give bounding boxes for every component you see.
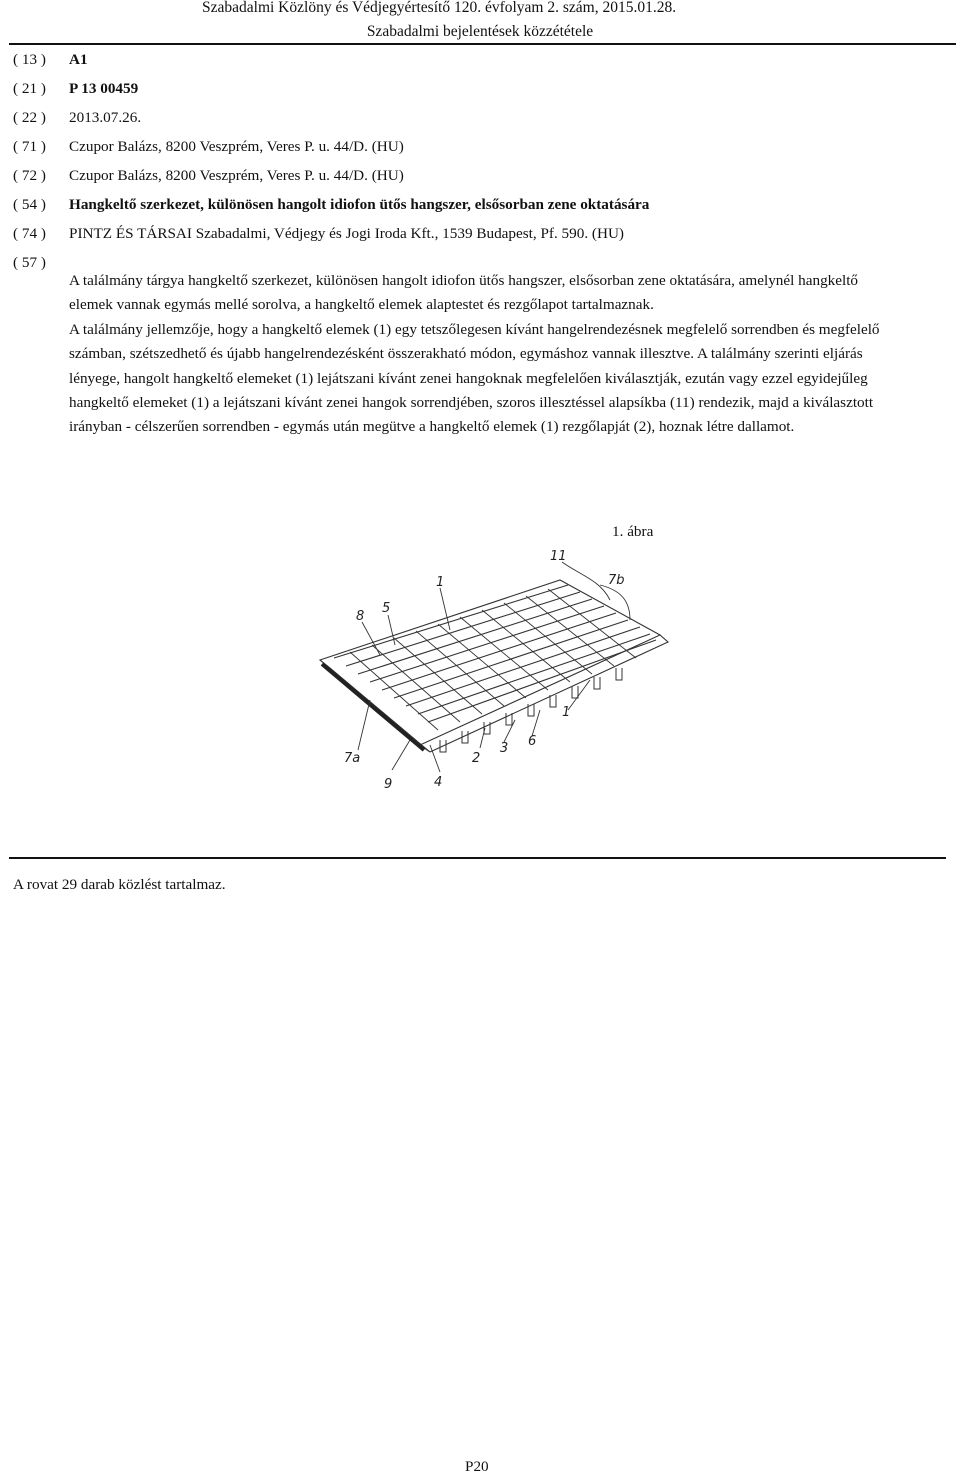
journal-title: Szabadalmi Közlöny és Védjegyértesítő 120. évfolyam 2. szám, 2015.01.28. [202,0,677,16]
figure-caption: 1. ábra [612,523,654,540]
sound-element-columns [350,589,636,730]
entry-code: ( 74 ) [13,225,46,242]
entry-value: 2013.07.26. [69,109,142,126]
entry-code: ( 13 ) [13,51,46,68]
label-1-top: 1 [436,575,445,590]
page-number: P20 [465,1458,489,1475]
entry-code: ( 72 ) [13,167,46,184]
section-title: Szabadalmi bejelentések közzététele [366,23,594,40]
label-6: 6 [528,734,537,749]
label-5: 5 [382,601,391,616]
entry-title: Hangkeltő szerkezet, különösen hangolt idiofon ütős hangszer, elsősorban zene oktatására [69,196,650,213]
label-8: 8 [356,609,365,624]
label-1-bottom: 1 [562,705,571,720]
abstract-paragraph-1: A találmány tárgya hangkeltő szerkezet, különösen hangolt idiofon ütős hangszer, elsősorban zene oktatására, amelynél hangkeltő elemek vannak egymás mellé sorolva, a hangkeltő elemek alaptestet és rezgőlapot tartalmaznak. [69,272,859,314]
abstract [69,269,899,440]
entry-value: Czupor Balázs, 8200 Veszprém, Veres P. u. 44/D. (HU) [69,167,404,184]
entry-code: ( 57 ) [13,254,46,271]
entry-code: ( 21 ) [13,80,46,97]
abstract-paragraph-2: A találmány jellemzője, hogy a hangkeltő elemek (1) egy tetszőlegesen kívánt hangelrendezésnek megfelelő sorrendben és megfelelő számban, szétszedhető és újabb hangelrendezésként összerakható módon, egymáshoz vannak illesztve. A találmány szerinti eljárás lényege, hangolt hangkeltő elemeket (1) lejátszani kívánt zenei hangoknak megfelelően kiválasztják, ezután vagy ezzel egyidejűleg hangkeltő elemeket (1) a lejátszani kívánt zenei hangok sorrendjében, szoros illesztéssel alapsíkba (11) rendezik, majd a kiválasztott irányban - célszerűen sorrendben - egymás után megütve a hangkeltő elemek (1) rezgőlapját (2), hoznak létre dallamot. [69,320,880,436]
entry-code: ( 22 ) [13,109,46,126]
label-7a: 7a [344,751,361,766]
entry-value: PINTZ ÉS TÁRSAI Szabadalmi, Védjegy és Jogi Iroda Kft., 1539 Budapest, Pf. 590. (HU) [69,225,624,242]
section-count-note: A rovat 29 darab közlést tartalmaz. [13,876,226,893]
patent-figure [300,540,680,800]
label-7b: 7b [608,573,625,588]
entry-value: Czupor Balázs, 8200 Veszprém, Veres P. u. 44/D. (HU) [69,138,404,155]
entry-value: A1 [69,51,88,68]
label-11: 11 [550,549,567,564]
label-3: 3 [500,741,509,756]
entry-code: ( 71 ) [13,138,46,155]
label-2: 2 [472,751,481,766]
header-rule [9,43,956,45]
label-9: 9 [384,777,393,792]
entry-code: ( 54 ) [13,196,46,213]
entry-value: P 13 00459 [69,80,139,97]
section-rule [9,857,946,859]
label-4: 4 [434,775,443,790]
